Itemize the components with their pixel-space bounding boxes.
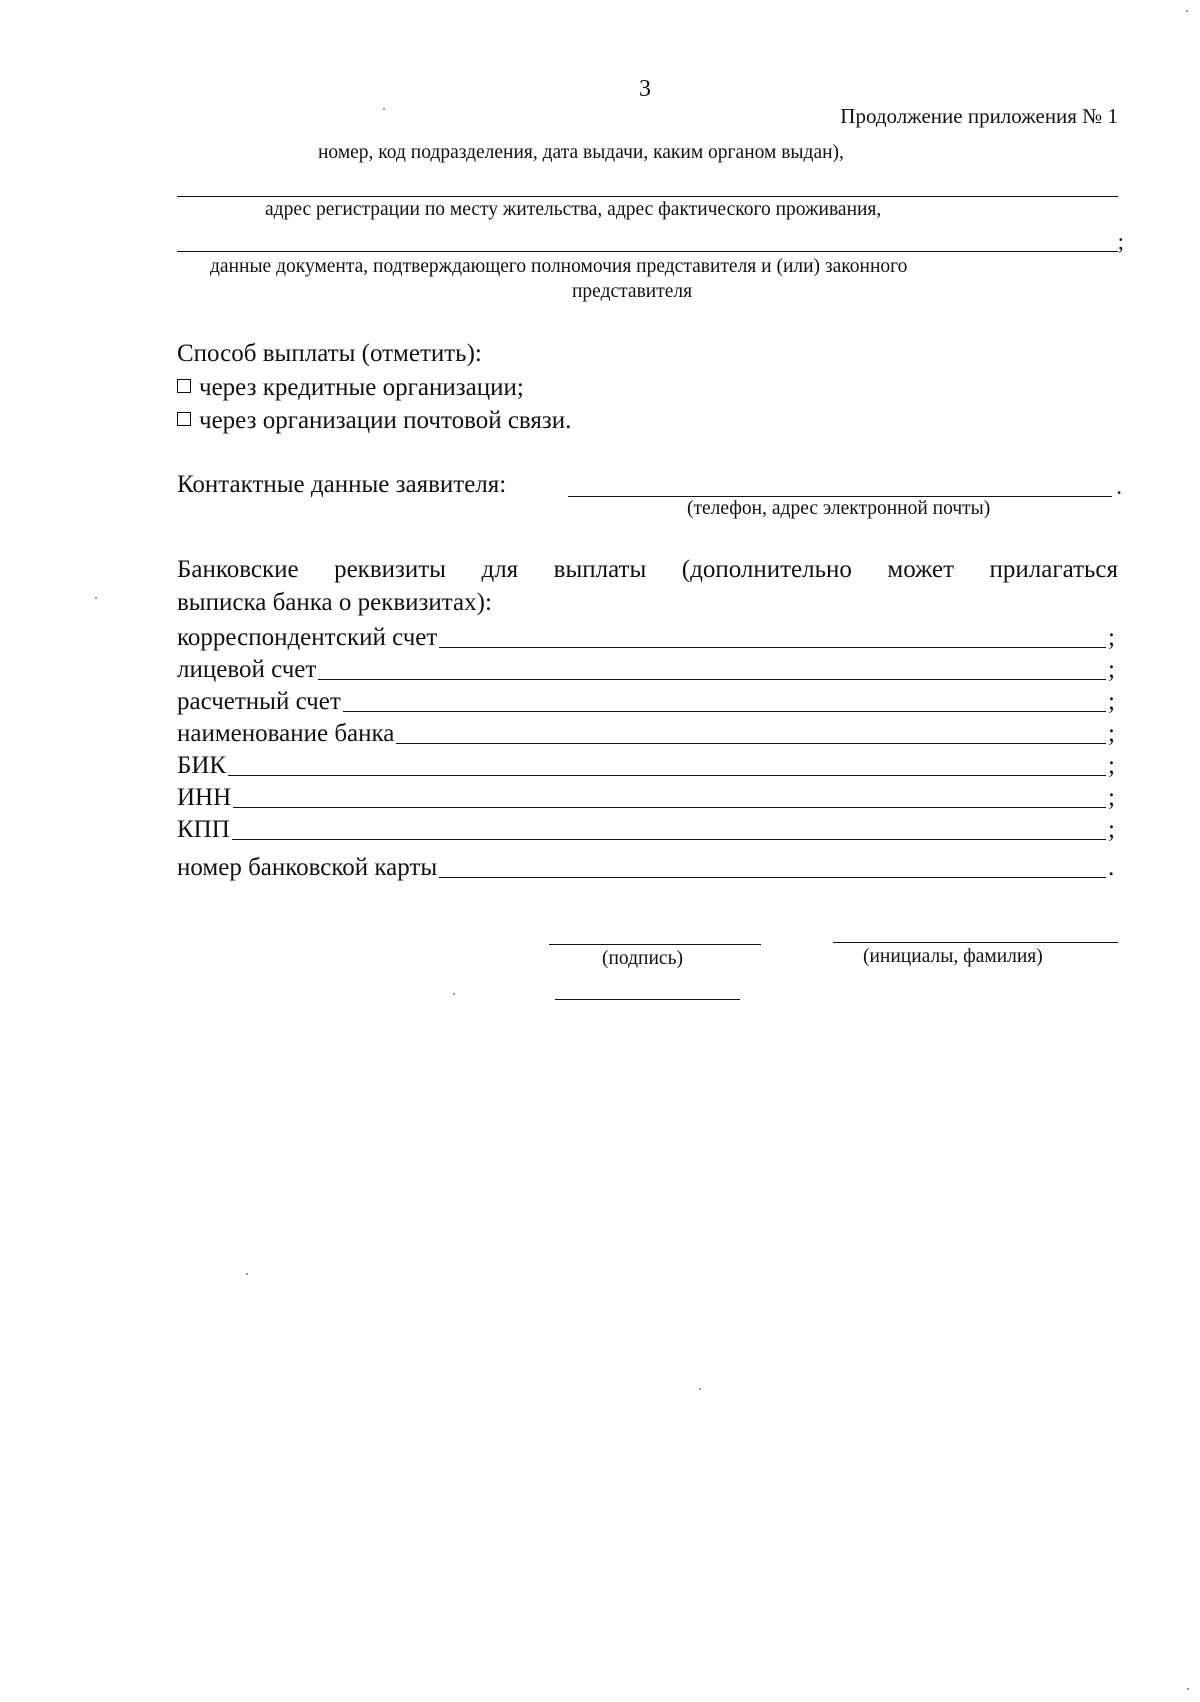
bank-intro-word: Банковские <box>177 556 299 583</box>
address-input-line[interactable] <box>177 251 1118 252</box>
field-label: ИНН <box>177 784 232 811</box>
date-line[interactable] <box>555 999 740 1000</box>
scan-speck <box>383 108 385 110</box>
representative-document-caption-continued: представителя <box>572 281 693 302</box>
field-label: номер банковской карты <box>177 854 438 881</box>
field-end-punct: . <box>1108 854 1115 881</box>
field-personal-account[interactable] <box>177 654 1118 684</box>
field-input-line[interactable] <box>318 679 1106 680</box>
bank-details-intro-continued: выписка банка о реквизитах): <box>177 589 492 616</box>
field-correspondent-account[interactable] <box>177 622 1118 652</box>
bank-intro-word: (дополнительно <box>681 556 852 583</box>
name-caption: (инициалы, фамилия) <box>863 946 1043 967</box>
payment-method-title: Способ выплаты (отметить): <box>177 340 482 367</box>
bank-intro-word: реквизиты <box>334 556 446 583</box>
bank-details-intro <box>177 556 1118 584</box>
payment-option-label: через организации почтовой связи. <box>199 407 572 434</box>
field-input-line[interactable] <box>396 743 1106 744</box>
field-label: КПП <box>177 816 230 843</box>
field-bik[interactable] <box>177 750 1118 780</box>
field-end-punct: ; <box>1108 688 1115 715</box>
payment-option-credit-organizations[interactable] <box>177 374 524 402</box>
page-number: 3 <box>639 76 651 102</box>
field-kpp[interactable] <box>177 814 1118 844</box>
address-semicolon: ; <box>1117 229 1124 254</box>
passport-continuation-line[interactable] <box>177 196 1118 197</box>
field-inn[interactable] <box>177 782 1118 812</box>
bank-intro-word: может <box>887 556 955 583</box>
field-input-line[interactable] <box>232 839 1106 840</box>
field-label: расчетный счет <box>177 688 341 715</box>
payment-option-postal-organizations[interactable] <box>177 407 571 435</box>
scan-speck <box>95 597 97 599</box>
scan-speck <box>1186 10 1188 12</box>
field-label: лицевой счет <box>177 656 317 683</box>
signature-caption: (подпись) <box>602 948 683 969</box>
field-input-line[interactable] <box>439 647 1106 648</box>
field-bank-name[interactable] <box>177 718 1118 748</box>
field-end-punct: ; <box>1108 752 1115 779</box>
signature-line[interactable] <box>549 944 761 945</box>
bank-intro-word: для <box>481 556 519 583</box>
field-label: корреспондентский счет <box>177 624 438 651</box>
name-line[interactable] <box>833 942 1118 943</box>
field-input-line[interactable] <box>439 877 1106 878</box>
scan-speck <box>699 1388 701 1390</box>
field-input-line[interactable] <box>228 775 1106 776</box>
field-end-punct: ; <box>1108 816 1115 843</box>
field-input-line[interactable] <box>343 711 1106 712</box>
bank-intro-word: выплаты <box>553 556 647 583</box>
contact-data-input-line[interactable] <box>568 496 1112 497</box>
contact-data-period: . <box>1116 474 1122 499</box>
field-end-punct: ; <box>1108 784 1115 811</box>
address-caption: адрес регистрации по месту жительства, адрес фактического проживания, <box>265 199 882 220</box>
field-label: БИК <box>177 752 227 779</box>
field-bank-card-number[interactable] <box>177 852 1118 882</box>
scan-speck <box>453 993 455 995</box>
bank-intro-word: прилагаться <box>989 556 1118 583</box>
field-settlement-account[interactable] <box>177 686 1118 716</box>
contact-data-caption: (телефон, адрес электронной почты) <box>687 498 991 519</box>
checkbox-icon[interactable] <box>177 379 191 393</box>
field-end-punct: ; <box>1108 720 1115 747</box>
appendix-continuation-label: Продолжение приложения № 1 <box>840 104 1118 128</box>
field-input-line[interactable] <box>233 807 1106 808</box>
field-end-punct: ; <box>1108 624 1115 651</box>
scan-speck <box>1187 1688 1189 1690</box>
checkbox-icon[interactable] <box>177 412 191 426</box>
payment-option-label: через кредитные организации; <box>199 374 524 401</box>
field-label: наименование банка <box>177 720 395 747</box>
field-end-punct: ; <box>1108 656 1115 683</box>
scan-speck <box>246 1273 248 1275</box>
representative-document-caption: данные документа, подтверждающего полномочия представителя и (или) законного <box>210 256 908 277</box>
contact-data-label: Контактные данные заявителя: <box>177 471 507 498</box>
passport-details-caption: номер, код подразделения, дата выдачи, каким органом выдан), <box>318 142 844 163</box>
